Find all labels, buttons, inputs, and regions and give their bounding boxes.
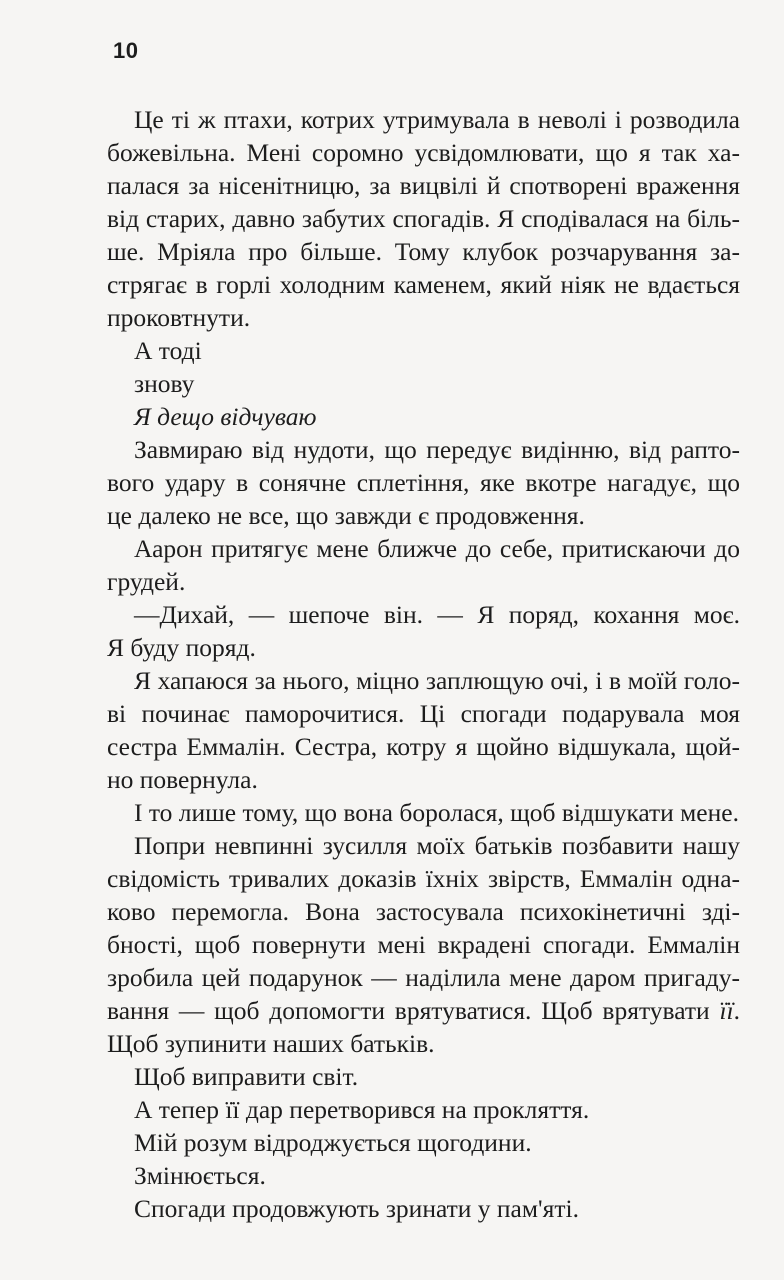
paragraph-5: Завмираю від нудоти, що передує видінню, від рапто- вого удару в сонячне сплетіння, яке вкотре нагадує, що це далеко не все, що завжди є продовження. [107, 435, 740, 530]
paragraph-11: Щоб виправити світ. [134, 1062, 359, 1091]
page-number: 10 [113, 38, 139, 63]
paragraph-1: Це ті ж птахи, котрих утримувала в неволі і розводила божевільна. Мені соромно усвідомлювати, що я так ха- палася за нісенітницю, за вицвілі й спотворені враження від старих, давно забутих спогадів. Я сподівалася на біль- ше. Мріяла про більше. Тому клубок розчарування за- стрягає в горлі холодним каменем, який ніяк не вдається проковтнути. [107, 105, 740, 332]
paragraph-15: Спогади продовжують зринати у пам'яті. [134, 1194, 579, 1223]
paragraph-10: Попри невпинні зусилля моїх батьків позбавити нашу свідомість тривалих доказів їхніх звірств, Еммалін одна- ково перемогла. Вона застосувала психокінетичні зді- бності, щоб повернути мені вкрадені спогади. Еммалін зробила цей подарунок — наділила мене даром пригаду- вання — щоб допомогти врятуватися. Щоб врятувати її. Щоб зупинити наших батьків. [107, 831, 740, 1058]
body-text [107, 103, 740, 1225]
paragraph-6: Аарон притягує мене ближче до себе, притискаючи до грудей. [107, 534, 740, 596]
paragraph-7: —Дихай, — шепоче він. — Я поряд, кохання моє. Я буду поряд. [107, 600, 740, 662]
paragraph-9: І то лише тому, що вона боролася, щоб відшукати мене. [134, 798, 739, 827]
paragraph-2: А тоді [134, 336, 202, 365]
paragraph-12: А тепер її дар перетворився на прокляття. [134, 1095, 590, 1124]
paragraph-3: знову [134, 369, 195, 398]
paragraph-4: Я дещо відчуваю [134, 402, 317, 431]
paragraph-8: Я хапаюся за нього, міцно заплющую очі, і в моїй голо- ві починає паморочитися. Ці спогади подарувала моя сестра Еммалін. Сестра, котру я щойно відшукала, щой- но повернула. [107, 666, 740, 794]
paragraph-14: Змінюється. [134, 1161, 266, 1190]
paragraph-13: Мій розум відроджується щогодини. [134, 1128, 532, 1157]
